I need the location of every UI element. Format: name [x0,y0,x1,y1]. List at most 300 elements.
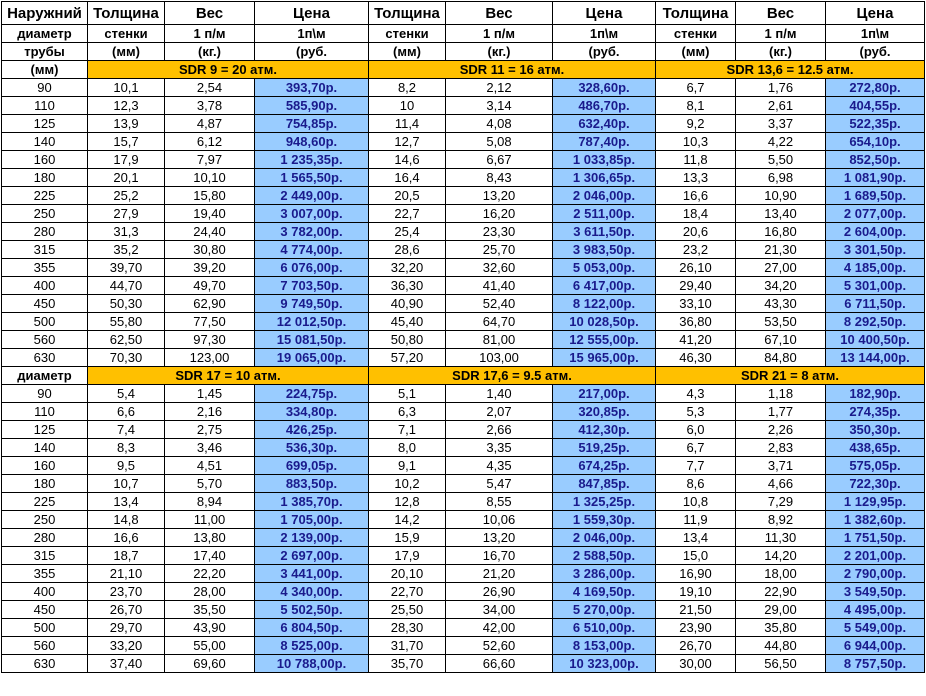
price-cell: 674,25р. [553,457,656,475]
price-cell: 3 611,50р. [553,223,656,241]
weight-cell: 43,30 [736,295,826,313]
table-row [2,403,925,421]
price-cell: 4 495,00р. [826,601,925,619]
wall-thickness-cell: 45,40 [369,313,446,331]
table-row [2,169,925,187]
header-cell: (руб. [826,43,925,61]
weight-cell: 3,78 [165,97,255,115]
wall-thickness-cell: 13,3 [656,169,736,187]
wall-thickness-cell: 29,70 [88,619,165,637]
wall-thickness-cell: 9,1 [369,457,446,475]
wall-thickness-cell: 16,6 [88,529,165,547]
diameter-cell: 90 [2,385,88,403]
wall-thickness-cell: 6,0 [656,421,736,439]
table-row [2,637,925,655]
wall-thickness-cell: 39,70 [88,259,165,277]
weight-cell: 5,47 [446,475,553,493]
header-cell: Цена [255,2,369,25]
table-row [2,295,925,313]
wall-thickness-cell: 13,4 [88,493,165,511]
wall-thickness-cell: 13,9 [88,115,165,133]
price-cell: 5 502,50р. [255,601,369,619]
price-cell: 2 046,00р. [553,529,656,547]
table-row [2,79,925,97]
diameter-cell: 355 [2,565,88,583]
header-cell: 1 п/м [736,25,826,43]
diameter-cell: 225 [2,187,88,205]
weight-cell: 19,40 [165,205,255,223]
sdr-group-header: SDR 13,6 = 12.5 атм. [656,61,925,79]
table-row [2,493,925,511]
weight-cell: 16,70 [446,547,553,565]
header-cell: Вес [446,2,553,25]
price-cell: 2 790,00р. [826,565,925,583]
weight-cell: 15,80 [165,187,255,205]
wall-thickness-cell: 36,80 [656,313,736,331]
header-cell: (мм) [369,43,446,61]
price-cell: 7 703,50р. [255,277,369,295]
weight-cell: 97,30 [165,331,255,349]
table-row [2,511,925,529]
header-cell: Толщина [88,2,165,25]
header-cell: (кг.) [446,43,553,61]
wall-thickness-cell: 10,3 [656,133,736,151]
price-cell: 328,60р. [553,79,656,97]
price-cell: 536,30р. [255,439,369,457]
wall-thickness-cell: 6,3 [369,403,446,421]
diameter-cell: 180 [2,169,88,187]
table-row [2,583,925,601]
wall-thickness-cell: 8,1 [656,97,736,115]
wall-thickness-cell: 13,4 [656,529,736,547]
header-cell: Вес [165,2,255,25]
weight-cell: 7,29 [736,493,826,511]
price-cell: 350,30р. [826,421,925,439]
price-cell: 412,30р. [553,421,656,439]
price-cell: 3 782,00р. [255,223,369,241]
diameter-cell: 400 [2,277,88,295]
weight-cell: 3,35 [446,439,553,457]
wall-thickness-cell: 10,2 [369,475,446,493]
price-cell: 585,90р. [255,97,369,115]
weight-cell: 23,30 [446,223,553,241]
price-cell: 6 944,00р. [826,637,925,655]
price-cell: 12 012,50р. [255,313,369,331]
weight-cell: 32,60 [446,259,553,277]
diameter-cell: 140 [2,439,88,457]
price-cell: 6 804,50р. [255,619,369,637]
weight-cell: 123,00 [165,349,255,367]
wall-thickness-cell: 12,3 [88,97,165,115]
wall-thickness-cell: 25,4 [369,223,446,241]
diameter-cell: 450 [2,601,88,619]
header-cell: 1п\м [826,25,925,43]
header-row [2,2,925,25]
weight-cell: 84,80 [736,349,826,367]
price-cell: 3 441,00р. [255,565,369,583]
wall-thickness-cell: 20,5 [369,187,446,205]
wall-thickness-cell: 26,70 [88,601,165,619]
weight-cell: 62,90 [165,295,255,313]
diameter-cell: 630 [2,349,88,367]
price-table-body [2,2,925,673]
price-cell: 6 076,00р. [255,259,369,277]
table-row [2,313,925,331]
weight-cell: 4,66 [736,475,826,493]
price-cell: 19 065,00р. [255,349,369,367]
wall-thickness-cell: 37,40 [88,655,165,673]
price-cell: 334,80р. [255,403,369,421]
section-header-row [2,61,925,79]
weight-cell: 6,67 [446,151,553,169]
header-cell: (мм) [656,43,736,61]
table-row [2,259,925,277]
wall-thickness-cell: 10,8 [656,493,736,511]
weight-cell: 42,00 [446,619,553,637]
price-cell: 8 153,00р. [553,637,656,655]
wall-thickness-cell: 40,90 [369,295,446,313]
weight-cell: 4,35 [446,457,553,475]
diameter-cell: 500 [2,619,88,637]
price-cell: 852,50р. [826,151,925,169]
price-cell: 3 301,50р. [826,241,925,259]
table-row [2,439,925,457]
weight-cell: 13,20 [446,187,553,205]
price-cell: 10 788,00р. [255,655,369,673]
price-cell: 1 689,50р. [826,187,925,205]
price-cell: 2 201,00р. [826,547,925,565]
wall-thickness-cell: 17,9 [88,151,165,169]
header-cell: Наружний [2,2,88,25]
wall-thickness-cell: 28,6 [369,241,446,259]
price-cell: 754,85р. [255,115,369,133]
table-row [2,655,925,673]
price-cell: 2 046,00р. [553,187,656,205]
header-cell: 1 п/м [446,25,553,43]
wall-thickness-cell: 28,30 [369,619,446,637]
price-cell: 10 028,50р. [553,313,656,331]
header-row [2,25,925,43]
diameter-cell: 180 [2,475,88,493]
weight-cell: 49,70 [165,277,255,295]
wall-thickness-cell: 26,10 [656,259,736,277]
weight-cell: 35,80 [736,619,826,637]
diameter-cell: 250 [2,205,88,223]
wall-thickness-cell: 18,4 [656,205,736,223]
weight-cell: 3,14 [446,97,553,115]
price-cell: 6 510,00р. [553,619,656,637]
weight-cell: 22,90 [736,583,826,601]
weight-cell: 7,97 [165,151,255,169]
wall-thickness-cell: 16,4 [369,169,446,187]
header-cell: Цена [553,2,656,25]
wall-thickness-cell: 23,90 [656,619,736,637]
price-cell: 1 033,85р. [553,151,656,169]
wall-thickness-cell: 21,10 [88,565,165,583]
weight-cell: 17,40 [165,547,255,565]
wall-thickness-cell: 31,70 [369,637,446,655]
table-row [2,115,925,133]
price-cell: 847,85р. [553,475,656,493]
weight-cell: 56,50 [736,655,826,673]
weight-cell: 21,30 [736,241,826,259]
wall-thickness-cell: 44,70 [88,277,165,295]
price-cell: 217,00р. [553,385,656,403]
price-cell: 272,80р. [826,79,925,97]
wall-thickness-cell: 9,2 [656,115,736,133]
weight-cell: 67,10 [736,331,826,349]
wall-thickness-cell: 8,0 [369,439,446,457]
wall-thickness-cell: 31,3 [88,223,165,241]
wall-thickness-cell: 23,70 [88,583,165,601]
diameter-cell: 125 [2,421,88,439]
price-cell: 1 382,60р. [826,511,925,529]
diameter-cell: 110 [2,97,88,115]
header-cell: (кг.) [165,43,255,61]
wall-thickness-cell: 55,80 [88,313,165,331]
price-cell: 2 077,00р. [826,205,925,223]
wall-thickness-cell: 8,6 [656,475,736,493]
price-cell: 1 325,25р. [553,493,656,511]
table-row [2,601,925,619]
wall-thickness-cell: 41,20 [656,331,736,349]
weight-cell: 27,00 [736,259,826,277]
price-cell: 5 270,00р. [553,601,656,619]
weight-cell: 34,00 [446,601,553,619]
weight-cell: 1,40 [446,385,553,403]
weight-cell: 2,16 [165,403,255,421]
table-row [2,457,925,475]
wall-thickness-cell: 22,70 [369,583,446,601]
weight-cell: 22,20 [165,565,255,583]
price-cell: 10 400,50р. [826,331,925,349]
weight-cell: 43,90 [165,619,255,637]
wall-thickness-cell: 12,7 [369,133,446,151]
wall-thickness-cell: 20,6 [656,223,736,241]
price-cell: 13 144,00р. [826,349,925,367]
price-cell: 4 774,00р. [255,241,369,259]
table-row [2,151,925,169]
weight-cell: 81,00 [446,331,553,349]
header-cell: (руб. [553,43,656,61]
weight-cell: 1,77 [736,403,826,421]
price-cell: 393,70р. [255,79,369,97]
price-cell: 8 122,00р. [553,295,656,313]
wall-thickness-cell: 7,4 [88,421,165,439]
wall-thickness-cell: 29,40 [656,277,736,295]
weight-cell: 8,43 [446,169,553,187]
price-cell: 182,90р. [826,385,925,403]
weight-cell: 69,60 [165,655,255,673]
wall-thickness-cell: 20,1 [88,169,165,187]
price-cell: 15 965,00р. [553,349,656,367]
weight-cell: 44,80 [736,637,826,655]
table-row [2,529,925,547]
wall-thickness-cell: 36,30 [369,277,446,295]
weight-cell: 2,07 [446,403,553,421]
diameter-cell: 110 [2,403,88,421]
diameter-cell: 400 [2,583,88,601]
wall-thickness-cell: 22,7 [369,205,446,223]
weight-cell: 21,20 [446,565,553,583]
header-cell: 1п\м [553,25,656,43]
header-cell: стенки [369,25,446,43]
section-header-row [2,367,925,385]
weight-cell: 2,12 [446,79,553,97]
price-cell: 1 306,65р. [553,169,656,187]
header-cell: (руб. [255,43,369,61]
wall-thickness-cell: 32,20 [369,259,446,277]
price-cell: 8 292,50р. [826,313,925,331]
diameter-cell: 125 [2,115,88,133]
diameter-cell: 500 [2,313,88,331]
table-row [2,241,925,259]
price-cell: 2 511,00р. [553,205,656,223]
wall-thickness-cell: 9,5 [88,457,165,475]
weight-cell: 8,55 [446,493,553,511]
diameter-cell: 315 [2,547,88,565]
price-cell: 486,70р. [553,97,656,115]
price-cell: 1 705,00р. [255,511,369,529]
weight-cell: 64,70 [446,313,553,331]
diameter-cell: 160 [2,151,88,169]
diameter-cell: 450 [2,295,88,313]
sdr-group-header: SDR 21 = 8 атм. [656,367,925,385]
price-cell: 8 757,50р. [826,655,925,673]
wall-thickness-cell: 8,2 [369,79,446,97]
sdr-group-header: SDR 11 = 16 атм. [369,61,656,79]
header-cell: диаметр [2,25,88,43]
header-cell: 1п\м [255,25,369,43]
table-row [2,619,925,637]
diameter-cell: 140 [2,133,88,151]
weight-cell: 52,60 [446,637,553,655]
diameter-cell: 560 [2,331,88,349]
weight-cell: 2,66 [446,421,553,439]
price-cell: 4 185,00р. [826,259,925,277]
header-row [2,43,925,61]
weight-cell: 53,50 [736,313,826,331]
table-row [2,97,925,115]
header-cell: трубы [2,43,88,61]
weight-cell: 2,61 [736,97,826,115]
wall-thickness-cell: 33,20 [88,637,165,655]
wall-thickness-cell: 12,8 [369,493,446,511]
wall-thickness-cell: 6,7 [656,439,736,457]
wall-thickness-cell: 23,2 [656,241,736,259]
price-cell: 320,85р. [553,403,656,421]
weight-cell: 16,80 [736,223,826,241]
table-row [2,565,925,583]
section-label: (мм) [2,61,88,79]
diameter-cell: 630 [2,655,88,673]
wall-thickness-cell: 14,2 [369,511,446,529]
wall-thickness-cell: 5,4 [88,385,165,403]
weight-cell: 13,20 [446,529,553,547]
weight-cell: 30,80 [165,241,255,259]
weight-cell: 24,40 [165,223,255,241]
wall-thickness-cell: 46,30 [656,349,736,367]
sdr-group-header: SDR 9 = 20 атм. [88,61,369,79]
header-cell: 1 п/м [165,25,255,43]
sdr-group-header: SDR 17,6 = 9.5 атм. [369,367,656,385]
weight-cell: 3,46 [165,439,255,457]
price-cell: 948,60р. [255,133,369,151]
table-row [2,385,925,403]
wall-thickness-cell: 35,70 [369,655,446,673]
weight-cell: 55,00 [165,637,255,655]
wall-thickness-cell: 70,30 [88,349,165,367]
diameter-cell: 250 [2,511,88,529]
weight-cell: 5,50 [736,151,826,169]
wall-thickness-cell: 27,9 [88,205,165,223]
price-cell: 1 081,90р. [826,169,925,187]
weight-cell: 16,20 [446,205,553,223]
sdr-group-header: SDR 17 = 10 атм. [88,367,369,385]
table-row [2,547,925,565]
price-cell: 5 549,00р. [826,619,925,637]
price-cell: 6 711,50р. [826,295,925,313]
wall-thickness-cell: 25,2 [88,187,165,205]
price-cell: 575,05р. [826,457,925,475]
wall-thickness-cell: 4,3 [656,385,736,403]
price-cell: 404,55р. [826,97,925,115]
diameter-cell: 355 [2,259,88,277]
price-cell: 6 417,00р. [553,277,656,295]
weight-cell: 34,20 [736,277,826,295]
wall-thickness-cell: 7,7 [656,457,736,475]
header-cell: стенки [656,25,736,43]
weight-cell: 8,92 [736,511,826,529]
weight-cell: 1,18 [736,385,826,403]
price-cell: 15 081,50р. [255,331,369,349]
table-row [2,421,925,439]
weight-cell: 26,90 [446,583,553,601]
weight-cell: 103,00 [446,349,553,367]
price-cell: 2 588,50р. [553,547,656,565]
table-row [2,205,925,223]
price-cell: 1 559,30р. [553,511,656,529]
weight-cell: 3,37 [736,115,826,133]
diameter-cell: 160 [2,457,88,475]
weight-cell: 6,98 [736,169,826,187]
wall-thickness-cell: 25,50 [369,601,446,619]
weight-cell: 39,20 [165,259,255,277]
wall-thickness-cell: 5,3 [656,403,736,421]
wall-thickness-cell: 10 [369,97,446,115]
weight-cell: 2,83 [736,439,826,457]
price-cell: 5 301,00р. [826,277,925,295]
weight-cell: 5,08 [446,133,553,151]
wall-thickness-cell: 11,8 [656,151,736,169]
weight-cell: 6,12 [165,133,255,151]
price-cell: 224,75р. [255,385,369,403]
price-cell: 722,30р. [826,475,925,493]
price-cell: 10 323,00р. [553,655,656,673]
weight-cell: 4,51 [165,457,255,475]
weight-cell: 13,80 [165,529,255,547]
price-cell: 3 549,50р. [826,583,925,601]
price-cell: 1 385,70р. [255,493,369,511]
price-cell: 787,40р. [553,133,656,151]
wall-thickness-cell: 8,3 [88,439,165,457]
header-cell: Вес [736,2,826,25]
price-cell: 438,65р. [826,439,925,457]
header-cell: Толщина [656,2,736,25]
diameter-cell: 280 [2,529,88,547]
weight-cell: 4,22 [736,133,826,151]
weight-cell: 14,20 [736,547,826,565]
